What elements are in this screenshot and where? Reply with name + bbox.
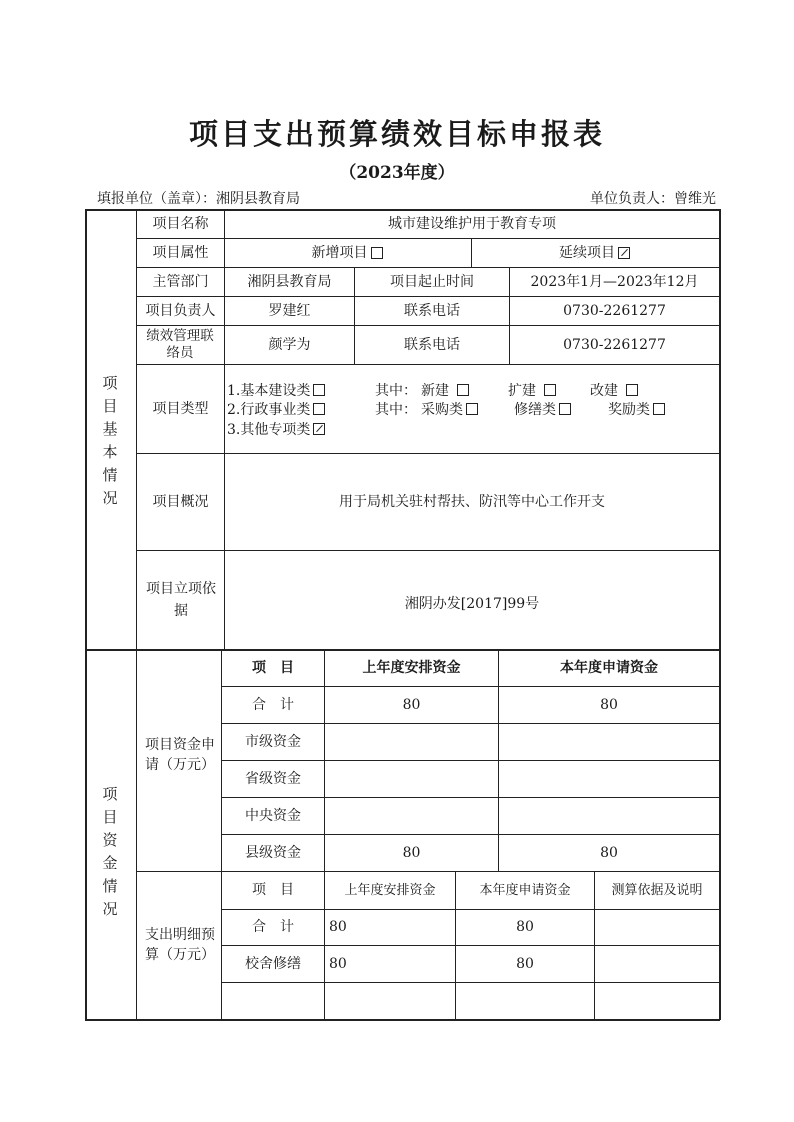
detail-row-note — [595, 946, 719, 982]
funds-row-last: 80 — [402, 696, 421, 713]
funds-row-this: 80 — [600, 844, 618, 861]
new-project-checkbox[interactable] — [371, 247, 383, 259]
detail-row-last: 80 — [329, 919, 347, 936]
detail-row-last: 80 — [329, 955, 347, 972]
section-funds-label: 项目资金情况 — [102, 785, 118, 918]
detail-row-item: 合 计 — [252, 919, 294, 936]
continue-project-option[interactable] — [472, 239, 719, 267]
type-admin[interactable]: 2.行政事业类 — [227, 401, 327, 419]
detail-row-this — [456, 983, 594, 1019]
new-build-checkbox[interactable] — [457, 384, 469, 396]
detail-budget-label: 支出明细预算（万元） — [145, 927, 215, 963]
detail-row-note — [595, 910, 719, 945]
funds-row-this — [499, 724, 719, 760]
type-label: 项目类型 — [152, 400, 209, 417]
funds-header-this: 本年度申请资金 — [560, 659, 658, 676]
project-name-label: 项目名称 — [152, 215, 209, 232]
unit-leader: 单位负责人：曾维光 — [590, 191, 716, 207]
continue-project-text: 延续项目 — [559, 244, 615, 261]
owner-phone-label: 联系电话 — [404, 302, 460, 319]
type-expand-build[interactable]: 扩建 — [508, 382, 558, 400]
type-basic-of: 其中： — [375, 383, 417, 399]
project-name-value: 城市建设维护用于教育专项 — [388, 215, 556, 232]
type-basic-construction[interactable]: 1.基本建设类 — [227, 382, 327, 400]
funds-row-last — [325, 724, 498, 760]
overview-value: 用于局机关驻村帮扶、防汛等中心工作开支 — [339, 493, 605, 510]
detail-row-this: 80 — [516, 919, 534, 936]
rebuild-checkbox[interactable] — [626, 384, 638, 396]
type-rebuild[interactable]: 改建 — [590, 382, 640, 400]
contact-label: 绩效管理联络员 — [146, 328, 214, 361]
expand-build-checkbox[interactable] — [544, 384, 556, 396]
contact-phone-label: 联系电话 — [404, 336, 460, 353]
type-repair[interactable]: 修缮类 — [514, 401, 573, 419]
type-reward[interactable]: 奖励类 — [608, 401, 667, 419]
continue-project-checkbox[interactable] — [618, 247, 630, 259]
funds-row-last: 80 — [402, 844, 421, 861]
new-project-text: 新增项目 — [311, 244, 368, 261]
funds-row-this: 80 — [600, 696, 618, 713]
detail-header-last: 上年度安排资金 — [344, 882, 436, 898]
period-label: 项目起止时间 — [390, 273, 474, 290]
funds-row-item: 中央资金 — [245, 807, 301, 824]
detail-header-item: 项 目 — [252, 882, 294, 899]
contact-phone-value: 0730-2261277 — [563, 336, 666, 353]
owner-label: 项目负责人 — [145, 302, 216, 319]
detail-header-note: 测算依据及说明 — [611, 882, 703, 898]
dept-value: 湘阴县教育局 — [247, 273, 332, 290]
repair-checkbox[interactable] — [559, 403, 571, 415]
type-other-checkbox[interactable] — [313, 423, 325, 435]
funds-row-last — [325, 761, 498, 797]
page-subtitle: （2023年度） — [339, 163, 455, 183]
type-procurement[interactable]: 采购类 — [421, 401, 480, 419]
type-admin-checkbox[interactable] — [313, 403, 325, 415]
funds-header-last: 上年度安排资金 — [362, 659, 461, 676]
overview-label: 项目概况 — [152, 493, 209, 510]
detail-header-this: 本年度申请资金 — [479, 882, 571, 898]
funds-header-item: 项 目 — [252, 659, 294, 676]
funds-row-this — [499, 761, 719, 797]
type-admin-of: 其中： — [375, 402, 417, 418]
procurement-checkbox[interactable] — [466, 403, 478, 415]
detail-row-item — [222, 983, 324, 1019]
detail-row-note — [595, 983, 719, 1019]
project-attr-label: 项目属性 — [152, 244, 209, 261]
type-new-build[interactable]: 新建 — [421, 382, 471, 400]
funds-row-item: 省级资金 — [245, 770, 301, 787]
owner-phone-value: 0730-2261277 — [563, 302, 666, 319]
funds-row-last — [325, 798, 498, 834]
reporting-unit: 填报单位（盖章）：湘阴县教育局 — [97, 191, 300, 207]
basis-value: 湘阴办发[2017]99号 — [404, 595, 540, 612]
dept-label: 主管部门 — [152, 273, 209, 290]
new-project-option[interactable] — [225, 239, 471, 267]
contact-value: 颜学为 — [268, 336, 311, 353]
basis-label: 项目立项依据 — [146, 581, 216, 619]
funds-apply-label: 项目资金申请（万元） — [145, 737, 215, 773]
period-value: 2023年1月—2023年12月 — [530, 273, 699, 290]
type-other-special[interactable]: 3.其他专项类 — [227, 421, 327, 439]
owner-value: 罗建红 — [268, 302, 311, 319]
type-basic-checkbox[interactable] — [313, 384, 325, 396]
funds-row-item: 合 计 — [252, 696, 294, 713]
funds-row-item: 县级资金 — [245, 844, 301, 861]
reward-checkbox[interactable] — [653, 403, 665, 415]
detail-row-item: 校舍修缮 — [245, 955, 301, 972]
page-title: 项目支出预算绩效目标申报表 — [188, 117, 605, 151]
detail-row-this: 80 — [516, 955, 534, 972]
detail-row-last — [325, 983, 455, 1019]
funds-row-this — [499, 798, 719, 834]
section-basic-label: 项目基本情况 — [102, 374, 118, 507]
funds-row-item: 市级资金 — [245, 733, 301, 750]
